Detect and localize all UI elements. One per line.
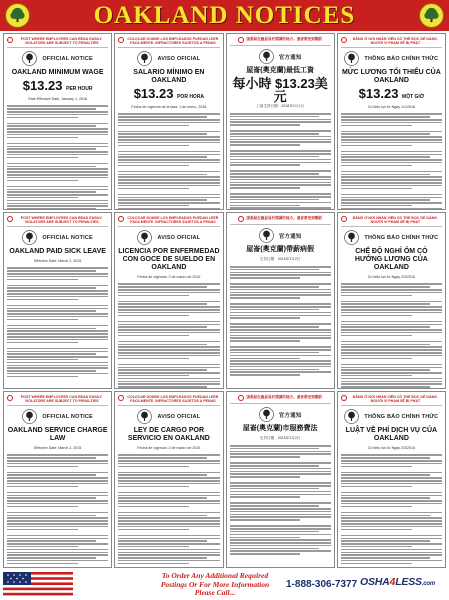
notice-subtitle: OFFICIAL NOTICE bbox=[42, 413, 93, 420]
notice-card bbox=[337, 33, 446, 210]
wage-amount: $13.23 bbox=[22, 78, 63, 94]
oakland-tree-seal-icon bbox=[137, 230, 152, 245]
notice-banner bbox=[230, 216, 331, 225]
notices-grid bbox=[3, 33, 446, 568]
order-text: To Order Any Additional Required Postings Or For More Information Please Call... bbox=[160, 571, 270, 597]
notice-header bbox=[7, 409, 108, 424]
notice-card bbox=[3, 212, 112, 389]
notice-title: 屋崙(奧克蘭)最低工資 bbox=[246, 67, 314, 74]
notice-body-text bbox=[341, 283, 442, 389]
notice-banner bbox=[118, 37, 219, 48]
wage-unit: MỘT GIỜ bbox=[402, 94, 425, 101]
wage-rate bbox=[7, 79, 108, 96]
notice-banner bbox=[341, 216, 442, 227]
notice-subtitle: 官方通知 bbox=[278, 54, 302, 61]
notice-title: OAKLAND SERVICE CHARGE LAW bbox=[7, 427, 108, 443]
oakland-tree-seal-icon bbox=[419, 3, 444, 28]
notice-body-text bbox=[7, 454, 108, 565]
notice-body-text bbox=[118, 283, 219, 389]
notice-card bbox=[337, 391, 446, 568]
notice-banner bbox=[118, 395, 219, 406]
notice-card bbox=[226, 33, 335, 210]
notice-header bbox=[230, 228, 331, 243]
notice-subtitle: OFFICIAL NOTICE bbox=[42, 234, 93, 241]
notice-header bbox=[118, 230, 219, 245]
brand-part-b: 4 bbox=[389, 576, 396, 588]
notice-header bbox=[341, 409, 442, 424]
footer-bar bbox=[0, 570, 449, 600]
notice-body-text bbox=[7, 267, 108, 386]
warning-icon bbox=[118, 37, 124, 43]
page-title: OAKLAND NOTICES bbox=[93, 1, 356, 29]
notice-header bbox=[341, 230, 442, 245]
effective-date: Fecha de vigencia de la tasa: 1 de enero, 2018 bbox=[131, 105, 207, 110]
warning-icon bbox=[7, 395, 13, 401]
banner-text: 請張貼在僱員易於閱讀的地方。違者將受到懲罰 bbox=[246, 37, 322, 41]
wage-amount: $13.23 bbox=[358, 86, 399, 102]
notice-subtitle: 官方通知 bbox=[278, 412, 302, 419]
oakland-tree-seal-icon bbox=[22, 230, 37, 245]
banner-text: POST WHERE EMPLOYEES CAN READ EASILY. VIOLATORS ARE SUBJECT TO PENALTIES bbox=[20, 395, 103, 404]
effective-date: 生效日期：2015年3月2日 bbox=[259, 436, 301, 440]
wage-amount: $13.23 bbox=[133, 86, 174, 102]
notice-body-text bbox=[7, 105, 108, 210]
banner-text: COLOCAR DONDE LOS EMPLEADOS PUEDAN LEER FÁCILMENTE. INFRACTORES SUJETOS A PENAS bbox=[127, 395, 219, 404]
oakland-tree-seal-icon bbox=[344, 51, 359, 66]
notice-title: 屋崙(奧克蘭)市服務費法 bbox=[242, 425, 318, 432]
oakland-tree-seal-icon bbox=[344, 230, 359, 245]
effective-date: Có hiệu lực từ Ngày 1/1/2018 bbox=[367, 105, 415, 110]
notice-card bbox=[3, 33, 112, 210]
wage-rate bbox=[118, 87, 219, 104]
oakland-tree-seal-icon bbox=[344, 409, 359, 424]
effective-date: Effective Date: March 2, 2015 bbox=[33, 259, 82, 264]
notice-subtitle: OFFICIAL NOTICE bbox=[42, 55, 93, 62]
notice-card bbox=[114, 212, 223, 389]
notice-banner bbox=[118, 216, 219, 227]
wage-rate bbox=[341, 87, 442, 104]
oakland-tree-seal-icon bbox=[137, 51, 152, 66]
notice-subtitle: THÔNG BÁO CHÍNH THỨC bbox=[364, 234, 439, 241]
notice-card bbox=[114, 33, 223, 210]
effective-date: Fecha de vigencia: 2 de marzo de 2015 bbox=[137, 275, 201, 280]
oakland-tree-seal-icon bbox=[259, 407, 274, 422]
notice-card bbox=[226, 391, 335, 568]
banner-text: ĐĂNG Ở NƠI NHÂN VIÊN CÓ THỂ ĐỌC DỄ DÀNG. NGƯỜI VI PHẠM SẼ BỊ PHẠT bbox=[352, 216, 438, 225]
phone-number[interactable]: 1-888-306-7377 bbox=[286, 579, 358, 590]
warning-icon bbox=[7, 37, 13, 43]
notice-header bbox=[7, 230, 108, 245]
oakland-tree-seal-icon bbox=[22, 51, 37, 66]
warning-icon bbox=[118, 395, 124, 401]
banner-text: COLOCAR DONDE LOS EMPLEADOS PUEDAN LEER FÁCILMENTE. INFRACTORES SUJETOS A PENAS bbox=[127, 216, 219, 225]
notice-title: LUẬT VỀ PHÍ DỊCH VỤ CỦA OAKLAND bbox=[345, 427, 438, 443]
brand-domain: .com bbox=[421, 581, 436, 587]
notice-subtitle: 官方通知 bbox=[278, 233, 302, 240]
notice-body-text bbox=[230, 113, 331, 210]
wage-rate bbox=[230, 77, 331, 103]
notice-banner bbox=[341, 37, 442, 48]
banner-text: 請張貼在僱員易於閱讀的地方。違者將受到懲罰 bbox=[246, 395, 322, 399]
notice-body-text bbox=[341, 454, 442, 565]
notice-card bbox=[3, 391, 112, 568]
notice-body-text bbox=[118, 454, 219, 565]
oakland-tree-seal-icon bbox=[259, 228, 274, 243]
notice-banner bbox=[341, 395, 442, 406]
notice-title: LICENCIA POR ENFERMEDAD CON GOCE DE SUELDO EN OAKLAND bbox=[118, 248, 220, 272]
warning-icon bbox=[341, 216, 347, 222]
warning-icon bbox=[118, 216, 124, 222]
banner-text: POST WHERE EMPLOYEES CAN READ EASILY. VIOLATORS ARE SUBJECT TO PENALTIES bbox=[20, 216, 103, 225]
notice-title: LEY DE CARGO POR SERVICIO EN OAKLAND bbox=[127, 427, 210, 443]
notice-banner bbox=[7, 37, 108, 48]
banner-text: COLOCAR DONDE LOS EMPLEADOS PUEDAN LEER FÁCILMENTE. INFRACTORES SUJETOS A PENAS bbox=[127, 37, 219, 46]
notice-title: 屋崙(奧克蘭)帶薪病假 bbox=[246, 246, 314, 253]
notice-body-text bbox=[341, 113, 442, 210]
notice-banner bbox=[230, 395, 331, 404]
brand-part-c: LESS bbox=[395, 576, 422, 588]
notice-title: OAKLAND PAID SICK LEAVE bbox=[9, 248, 106, 256]
banner-text: POST WHERE EMPLOYEES CAN READ EASILY. VIOLATORS ARE SUBJECT TO PENALTIES bbox=[20, 37, 103, 46]
warning-icon bbox=[238, 216, 244, 222]
effective-date: Rate Effective Date, January 1, 2018 bbox=[28, 97, 87, 102]
notice-title: SALARIO MÍNIMO EN OAKLAND bbox=[133, 69, 205, 85]
notice-card bbox=[337, 212, 446, 389]
notice-header bbox=[230, 407, 331, 422]
notice-body-text bbox=[118, 113, 219, 210]
american-flag-icon bbox=[3, 572, 73, 598]
notice-body-text bbox=[230, 445, 331, 565]
banner-text: ĐĂNG Ở NƠI NHÂN VIÊN CÓ THỂ ĐỌC DỄ DÀNG. NGƯỜI VI PHẠM SẼ BỊ PHẠT bbox=[352, 395, 438, 404]
wage-amount: 每小時 $13.23美元 bbox=[232, 76, 328, 104]
notice-card bbox=[114, 391, 223, 568]
banner-text: 請張貼在僱員易於閱讀的地方。違者將受到懲罰 bbox=[246, 216, 322, 220]
warning-icon bbox=[341, 37, 347, 43]
notice-title: OAKLAND MINIMUM WAGE bbox=[11, 69, 104, 77]
notice-subtitle: AVISO OFICIAL bbox=[157, 234, 201, 241]
effective-date: 工資生效日期：2018年1月1日 bbox=[256, 104, 305, 108]
notice-title: CHẾ ĐỘ NGHỈ ỐM CÓ HƯỞNG LƯƠNG CỦA OAKLAND bbox=[354, 248, 428, 272]
banner-text: ĐĂNG Ở NƠI NHÂN VIÊN CÓ THỂ ĐỌC DỄ DÀNG. NGƯỜI VI PHẠM SẼ BỊ PHẠT bbox=[352, 37, 438, 46]
notice-banner bbox=[7, 216, 108, 227]
notice-subtitle: AVISO OFICIAL bbox=[157, 413, 201, 420]
oakland-tree-seal-icon bbox=[5, 3, 30, 28]
effective-date: Có hiệu lực từ Ngày 2/3/2015 bbox=[367, 275, 415, 280]
notice-header bbox=[118, 51, 219, 66]
wage-unit: POR HORA bbox=[177, 94, 205, 101]
wage-unit: PER HOUR bbox=[66, 86, 93, 93]
effective-date: Effective Date: March 2, 2015 bbox=[33, 446, 82, 451]
header-bar bbox=[0, 0, 449, 31]
notice-banner bbox=[230, 37, 331, 46]
effective-date: Có hiệu lực từ Ngày 2/3/2015 bbox=[367, 446, 415, 451]
notice-body-text bbox=[230, 266, 331, 386]
notice-header bbox=[341, 51, 442, 66]
notice-header bbox=[7, 51, 108, 66]
warning-icon bbox=[341, 395, 347, 401]
notice-subtitle: AVISO OFICIAL bbox=[157, 55, 201, 62]
effective-date: 生效日期：2015年3月2日 bbox=[259, 257, 301, 261]
warning-icon bbox=[238, 395, 244, 401]
notice-banner bbox=[7, 395, 108, 406]
notice-subtitle: THÔNG BÁO CHÍNH THỨC bbox=[364, 55, 439, 62]
oakland-tree-seal-icon bbox=[22, 409, 37, 424]
effective-date: Fecha de vigencia: 2 de marzo de 2015 bbox=[137, 446, 201, 451]
notice-card bbox=[226, 212, 335, 389]
notice-header bbox=[118, 409, 219, 424]
notice-subtitle: THÔNG BÁO CHÍNH THỨC bbox=[364, 413, 439, 420]
oakland-tree-seal-icon bbox=[137, 409, 152, 424]
warning-icon bbox=[7, 216, 13, 222]
brand-logo[interactable] bbox=[360, 576, 435, 588]
brand-part-a: OSHA bbox=[360, 576, 390, 588]
oakland-tree-seal-icon bbox=[259, 49, 274, 64]
notice-title: MỨC LƯƠNG TỐI THIỂU CỦA OAKLAND bbox=[341, 69, 441, 85]
warning-icon bbox=[238, 37, 244, 43]
notice-header bbox=[230, 49, 331, 64]
